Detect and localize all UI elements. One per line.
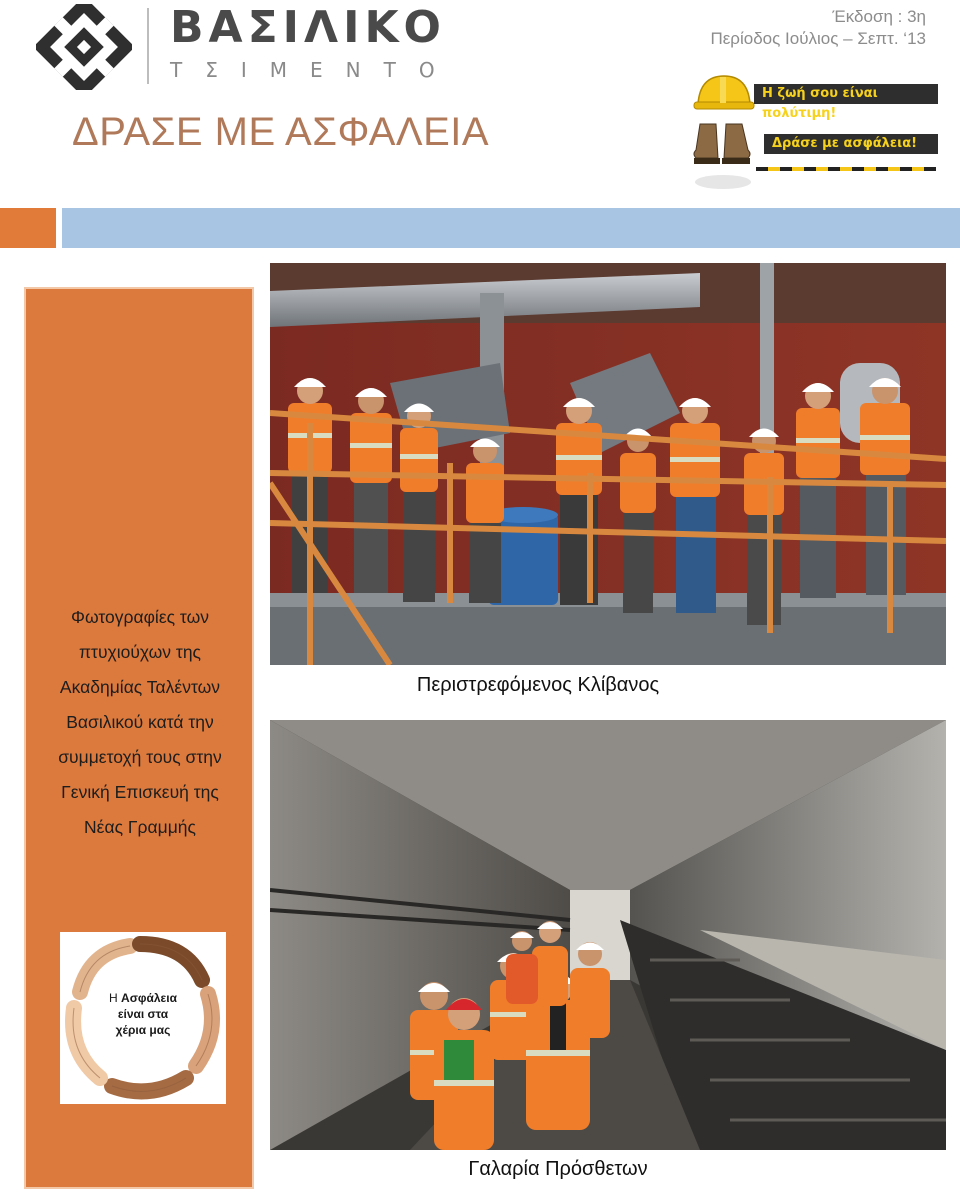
gallery-photo-caption: Γαλαρία Πρόσθετων xyxy=(468,1158,648,1180)
hands-line-1 xyxy=(60,990,226,1006)
caption-line: Ακαδημίας Ταλέντων xyxy=(59,677,221,697)
edition-number: Έκδοση : 3η xyxy=(832,7,926,26)
sidebar-caption xyxy=(40,600,240,845)
badge-line-2: Δράσε με ασφάλεια! xyxy=(764,134,938,154)
logo-icon xyxy=(36,4,132,90)
caption-line: Βασιλικού κατά την xyxy=(66,712,214,732)
caption-line: συμμετοχή τους στην xyxy=(58,747,222,767)
hands-line-3: χέρια μας xyxy=(115,1023,171,1037)
brand-divider xyxy=(147,8,149,84)
caution-stripe xyxy=(756,166,936,172)
brand-subtitle: ΤΣΙΜΕΝΤΟ xyxy=(170,58,458,82)
caption-line: πτυχιούχων της xyxy=(78,642,201,662)
hands-circle-image xyxy=(60,932,226,1104)
hands-line-2: είναι στα xyxy=(117,1007,169,1021)
brand-name: ΒΑΣΙΛΙΚΟ xyxy=(170,2,446,53)
kiln-photo-caption: Περιστρεφόμενος Κλίβανος xyxy=(416,674,660,696)
edition-info xyxy=(710,6,926,50)
kiln-photo-illustration xyxy=(270,263,946,665)
accent-tab xyxy=(0,208,56,248)
hands-line-1-prefix: Η xyxy=(109,991,122,1005)
header-band xyxy=(62,208,960,248)
edition-period: Περίοδος Ιούλιος – Σεπτ. ‘13 xyxy=(710,29,926,48)
kiln-photo xyxy=(270,263,946,665)
caption-line: Γενική Επισκευή της xyxy=(61,782,219,802)
helmet-boots-icon xyxy=(690,70,756,196)
caption-line: Φωτογραφίες των xyxy=(70,607,209,627)
page-title: ΔΡΑΣΕ ΜΕ ΑΣΦΑΛΕΙΑ xyxy=(72,110,490,154)
caption-line: Νέας Γραμμής xyxy=(84,817,196,837)
hands-text xyxy=(60,990,226,1038)
safety-badge xyxy=(690,70,938,196)
hands-line-1-bold: Ασφάλεια xyxy=(121,991,177,1005)
gallery-photo-illustration xyxy=(270,720,946,1150)
badge-line-1: Η ζωή σου είναι πολύτιμη! xyxy=(754,84,938,104)
gallery-photo xyxy=(270,720,946,1150)
